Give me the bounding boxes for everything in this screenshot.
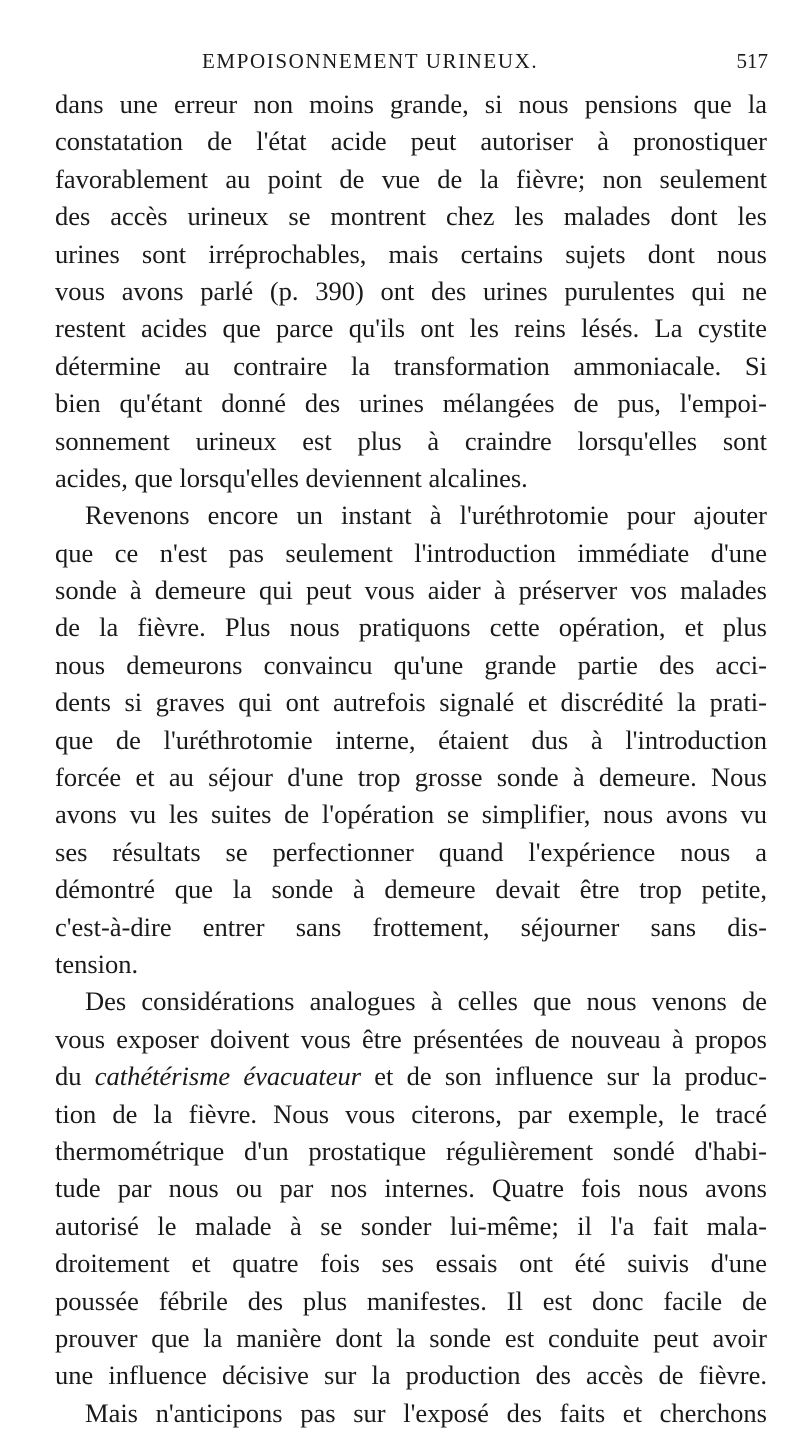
- text-line: forcée et au séjour d'une trop grosse sonde à demeure. Nous: [55, 762, 767, 793]
- body-text: [55, 86, 767, 1432]
- text-line: avons vu les suites de l'opération se simplifier, nous avons vu: [55, 799, 767, 830]
- page-number: 517: [736, 49, 768, 73]
- text-line: vous avons parlé (p. 390) ont des urines purulentes qui ne: [55, 275, 767, 306]
- text-line: autorisé le malade à se sonder lui-même; il l'a fait mala-: [55, 1210, 767, 1241]
- text-line: dents si graves qui ont autrefois signalé et discrédité la prati-: [55, 687, 767, 718]
- text-line: droitement et quatre fois ses essais ont été suivis d'une: [55, 1248, 767, 1279]
- text-line: ses résultats se perfectionner quand l'expérience nous a: [55, 836, 767, 867]
- text-segment: et de son influence sur la produc-: [361, 1061, 768, 1092]
- text-line: tension.: [55, 948, 139, 979]
- italic-term: cathétérisme évacuateur: [94, 1061, 362, 1092]
- text-line: nous demeurons convaincu qu'une grande partie des acci-: [55, 649, 767, 680]
- text-line: que ce n'est pas seulement l'introduction immédiate d'une: [55, 537, 767, 568]
- running-title: EMPOISONNEMENT URINEUX.: [202, 49, 539, 73]
- text-line: constatation de l'état acide peut autoriser à pronostiquer: [55, 126, 767, 157]
- text-line: urines sont irréprochables, mais certains sujets dont nous: [55, 238, 767, 269]
- running-head: [202, 46, 798, 76]
- text-line: vous exposer doivent vous être présentées de nouveau à propos: [55, 1023, 767, 1054]
- paragraph-start-line: Mais n'anticipons pas sur l'exposé des faits et cherchons: [85, 1397, 767, 1428]
- text-line: thermométrique d'un prostatique régulièrement sondé d'habi-: [55, 1135, 767, 1166]
- text-line: c'est-à-dire entrer sans frottement, séjourner sans dis-: [55, 911, 767, 942]
- text-line: sonde à demeure qui peut vous aider à préserver vos malades: [55, 575, 767, 606]
- text-line: que de l'uréthrotomie interne, étaient dus à l'introduction: [55, 724, 767, 755]
- text-line: tion de la fièvre. Nous vous citerons, par exemple, le tracé: [55, 1098, 767, 1129]
- text-line: bien qu'étant donné des urines mélangées de pus, l'empoi-: [55, 388, 767, 419]
- text-line: restent acides que parce qu'ils ont les reins lésés. La cystite: [55, 313, 767, 344]
- text-line: détermine au contraire la transformation ammoniacale. Si: [55, 350, 767, 381]
- text-line: favorablement au point de vue de la fièvre; non seulement: [55, 163, 767, 194]
- paragraph-start-line: Revenons encore un instant à l'uréthrotomie pour ajouter: [85, 500, 767, 531]
- text-line: une influence décisive sur la production des accès de fièvre.: [55, 1360, 767, 1391]
- text-line: de la fièvre. Plus nous pratiquons cette opération, et plus: [55, 612, 767, 643]
- text-line: tude par nous ou par nos internes. Quatre fois nous avons: [55, 1173, 767, 1204]
- text-line-with-italic: [55, 1058, 767, 1095]
- paragraph-start-line: Des considérations analogues à celles que nous venons de: [85, 986, 767, 1017]
- text-line: sonnement urineux est plus à craindre lorsqu'elles sont: [55, 425, 767, 456]
- text-line: prouver que la manière dont la sonde est conduite peut avoir: [55, 1322, 767, 1353]
- text-segment: du: [55, 1061, 95, 1092]
- text-line: acides, que lorsqu'elles deviennent alcalines.: [55, 462, 528, 493]
- text-line: des accès urineux se montrent chez les malades dont les: [55, 201, 767, 232]
- text-line: dans une erreur non moins grande, si nous pensions que la: [55, 89, 767, 119]
- text-line: poussée fébrile des plus manifestes. Il est donc facile de: [55, 1285, 767, 1316]
- text-line: démontré que la sonde à demeure devait être trop petite,: [55, 874, 767, 905]
